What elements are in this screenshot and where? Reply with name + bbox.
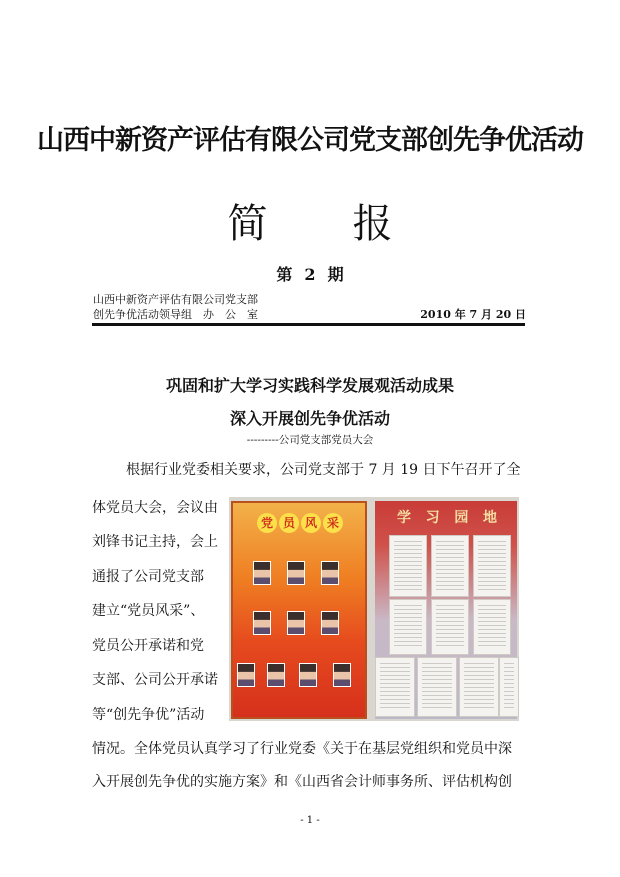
issue-number: 第 2 期 — [276, 265, 344, 284]
posted-document — [431, 535, 469, 597]
member-portrait — [333, 663, 351, 687]
header-divider — [92, 323, 525, 326]
paragraph-line: 建立“党员风采”、 — [92, 603, 205, 619]
posted-document — [473, 599, 511, 655]
posted-document — [417, 657, 457, 717]
member-portrait — [253, 561, 271, 585]
study-corner-board-header: 学 习 园 地 — [397, 510, 497, 526]
article-title-line-2: 深入开展创先争优活动 — [229, 409, 390, 428]
member-portrait — [321, 561, 339, 585]
paragraph-line: 支部、公司公开承诺 — [92, 672, 218, 688]
brief-char-1: 简 — [227, 201, 268, 247]
member-portrait — [299, 663, 317, 687]
member-portrait — [287, 611, 305, 635]
member-portrait — [321, 611, 339, 635]
party-member-board — [231, 501, 367, 719]
brief-title — [0, 192, 620, 249]
paragraph-line: 党员公开承诺和党 — [92, 638, 204, 654]
brief-char-2: 报 — [352, 201, 393, 247]
paragraph-line: 情况。全体党员认真学习了行业党委《关于在基层党组织和党员中深 — [92, 741, 512, 757]
paragraph-line: 入开展创先争优的实施方案》和《山西省会计师事务所、评估机构创 — [92, 774, 512, 790]
paragraph-line: 等“创先争优”活动 — [92, 707, 205, 723]
posted-document — [389, 599, 427, 655]
posted-document — [473, 535, 511, 597]
posted-document — [375, 657, 415, 717]
posted-document — [431, 599, 469, 655]
party-member-board-header: 党 员 风 采 — [257, 513, 343, 535]
issuer-line-2: 创先争优活动领导组 办 公 室 — [93, 308, 258, 321]
paragraph-line: 刘锋书记主持，会上 — [92, 534, 218, 550]
org-title: 山西中新资产评估有限公司党支部创先争优活动 — [37, 125, 583, 156]
member-portrait — [253, 611, 271, 635]
posted-document — [459, 657, 499, 717]
article-subtitle: ---------公司党支部党员大会 — [246, 434, 374, 446]
issue-date: 2010 年 7 月 20 日 — [420, 308, 526, 321]
posted-document — [389, 535, 427, 597]
member-portrait — [267, 663, 285, 687]
bulletin-board-photo — [229, 497, 519, 721]
member-portrait — [237, 663, 255, 687]
page-number: - 1 - — [300, 815, 320, 826]
paragraph-line: 体党员大会，会议由 — [92, 500, 218, 516]
issuer-line-1: 山西中新资产评估有限公司党支部 — [93, 293, 258, 306]
posted-document — [499, 657, 519, 717]
paragraph-line: 通报了公司党支部 — [92, 569, 204, 585]
paragraph-first-line: 根据行业党委相关要求，公司党支部于 7 月 19 日下午召开了全 — [126, 462, 521, 478]
article-title-line-1: 巩固和扩大学习实践科学发展观活动成果 — [165, 376, 454, 395]
member-portrait — [287, 561, 305, 585]
study-corner-board — [375, 501, 517, 719]
